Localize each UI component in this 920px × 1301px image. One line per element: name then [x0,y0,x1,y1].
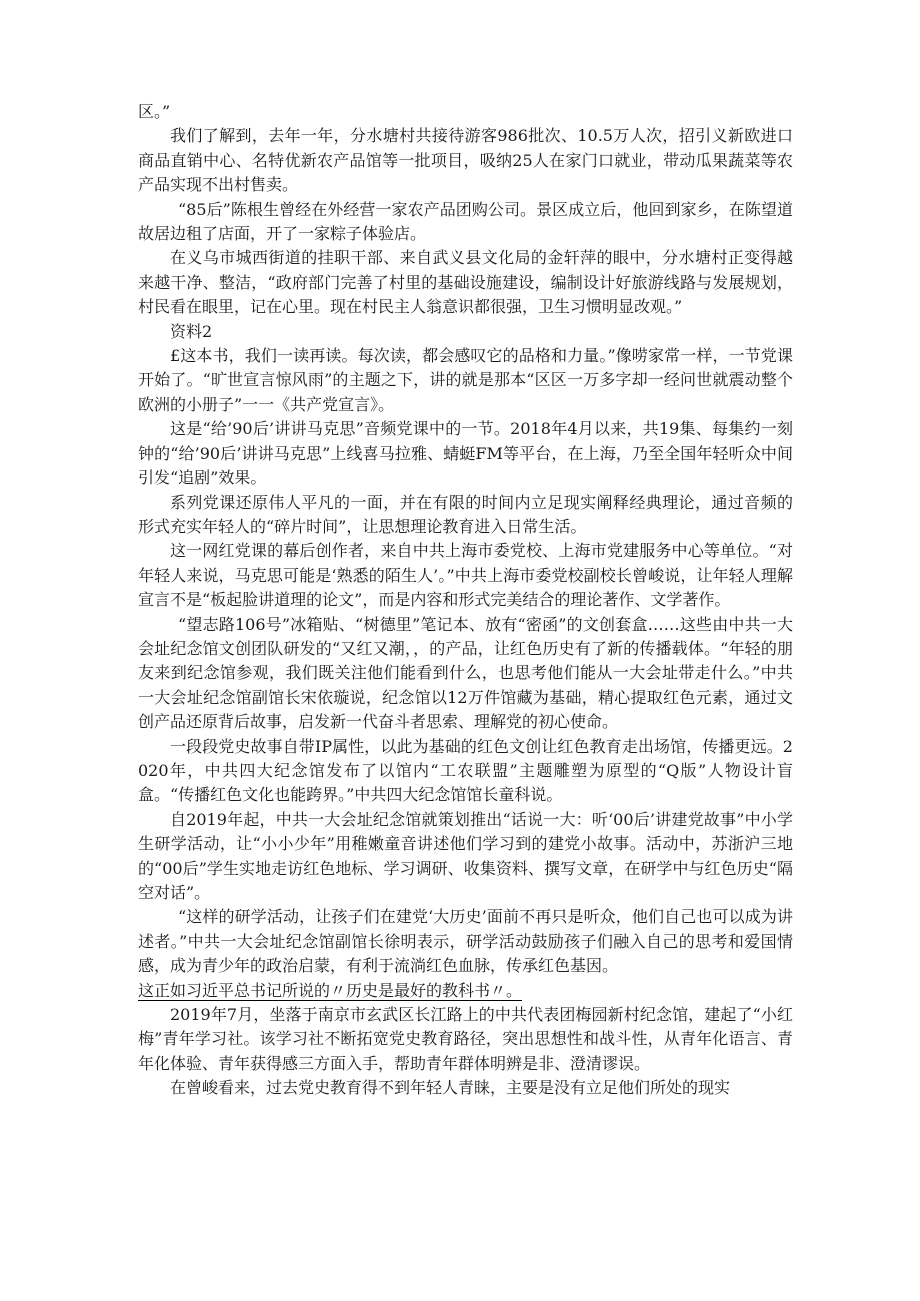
paragraph-6: 这是“给’90后’讲讲马克思”音频党课中的一节。2018年4月以来，共19集、每集约一刻钟的“给’90后’讲讲马克思”上线喜马拉雅、蜻蜓FM等平台，在上海，乃至全国年轻听众中间引发“追剧”效果。 [138,419,793,488]
paragraph-5: £这本书，我们一读再读。每次读，都会感叹它的品格和力量。”像唠家常一样，一节党课开始了。“旷世宣言惊风雨”的主题之下，讲的就是那本“区区一万多字却一经问世就震动整个欧洲的小册子”一一《共产党宣言》。 [138,346,793,414]
paragraph-3: “85后”陈根生曾经在外经营一家农产品团购公司。景区成立后，他回到家乡，在陈望道故居边租了店面，开了一家粽子体验店。 [138,199,793,244]
paragraph-11: 自2019年起，中共一大会址纪念馆就策划推出“话说一大：听‘00后’讲建党故事”中小学生研学活动，让“小小少年”用稚嫩童音讲述他们学习到的建党小故事。活动中，苏浙沪三地的“00后”学生实地走访红色地标、学习调研、收集资料、撰写文章，在研学中与红色历史“隔空对话”。 [138,809,793,902]
paragraph-2: 我们了解到，去年一年，分水塘村共接待游客986批次、10.5万人次，招引义新欧进口商品直销中心、名特优新农产品馆等一批项目，吸纳25人在家门口就业，带动瓜果蔬菜等农产品实现不出村售卖。 [138,126,793,195]
paragraph-4: 在义乌市城西街道的挂职干部、来自武义县文化局的金轩萍的眼中，分水塘村正变得越来越干净、整洁，“政府部门完善了村里的基础设施建设，编制设计好旅游线路与发展规划，村民看在眼里，记在心里。现在村民主人翁意识都很强，卫生习惯明显改观。” [138,248,793,317]
paragraph-1: 区。” [138,102,171,121]
section-heading-material-2: 资料2 [170,321,213,341]
underlined-quote: 这正如习近平总书记所说的〃历史是最好的教科书〃。 [138,980,523,1000]
paragraph-14: 2019年7月，坐落于南京市玄武区长江路上的中共代表团梅园新村纪念馆，建起了“小红梅”青年学习社。该学习社不断拓宽党史教育路径，突出思想性和战斗性，从青年化语言、青年化体验、青年获得感三方面入手，帮助青年群体明辨是非、澄清谬误。 [138,1005,793,1073]
paragraph-12: “这样的研学活动，让孩子们在建党‘大历史’面前不再只是听众，他们自己也可以成为讲述者。”中共一大会址纪念馆副馆长徐明表示，研学活动鼓励孩子们融入自己的思考和爱国情感，成为青少年的政治启蒙，有利于流淌红色血脉，传承红色基因。 [138,907,793,976]
paragraph-13-underlined [138,979,793,1003]
paragraph-8: 这一网红党课的幕后创作者，来自中共上海市委党校、上海市党建服务中心等单位。“对年轻人来说，马克思可能是‘熟悉的陌生人’。”中共上海市委党校副校长曾峻说，让年轻人理解宣言不是“板起脸讲道理的论文”，而是内容和形式完美结合的理论著作、文学著作。 [138,541,793,610]
paragraph-15: 在曾峻看来，过去党史教育得不到年轻人青睐，主要是没有立足他们所处的现实 [170,1078,731,1098]
paragraph-10: 一段段党史故事自带IP属性，以此为基础的红色文创让红色教育走出场馆，传播更远。2020年，中共四大纪念馆发布了以馆内“工农联盟”主题雕塑为原型的“Q版”人物设计盲盒。“传播红色文化也能跨界。”中共四大纪念馆馆长童科说。 [138,736,793,805]
paragraph-7: 系列党课还原伟人平凡的一面，并在有限的时间内立足现实阐释经典理论，通过音频的形式充实年轻人的“碎片时间”，让思想理论教育进入日常生活。 [138,492,793,536]
document-page [138,100,793,1101]
paragraph-9: “望志路106号”冰箱贴、“树德里”笔记本、放有“密函”的文创套盒……这些由中共一大会址纪念馆文创团队研发的“又红又潮，，的产品，让红色历史有了新的传播载体。“年轻的朋友来到纪念馆参观，我们既关注他们能看到什么，也思考他们能从一大会址带走什么。”中共一大会址纪念馆副馆长宋依璇说，纪念馆以12万件馆藏为基础，精心提取红色元素，通过文创产品还原背后故事，启发新一代奋斗者思索、理解党的初心使命。 [138,614,793,732]
